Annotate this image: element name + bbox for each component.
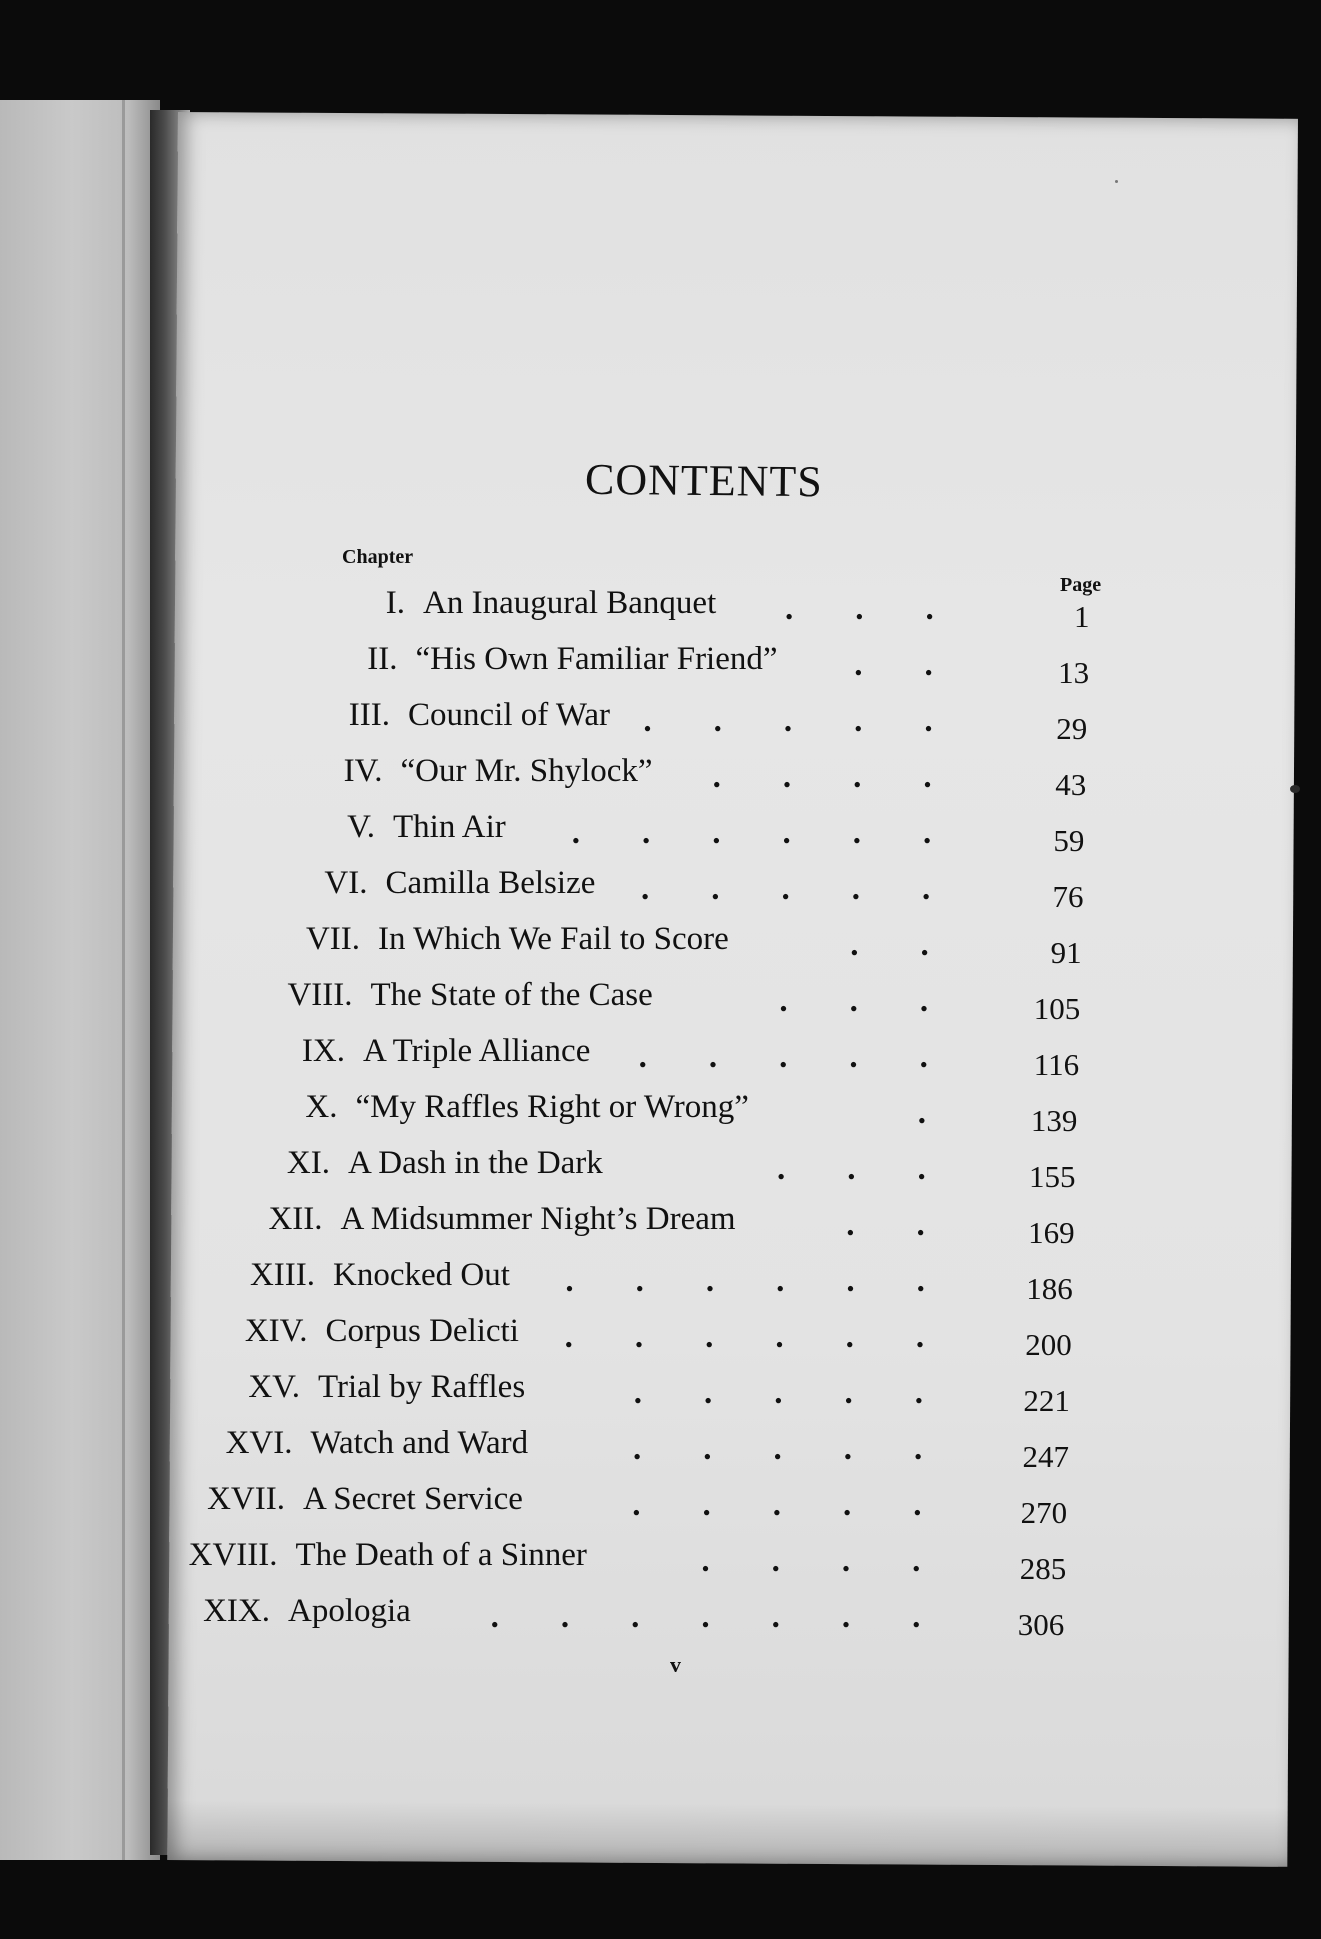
chapter-number: IV. xyxy=(343,753,383,789)
page-number: 43 xyxy=(1055,767,1087,802)
leader-dots: ...... xyxy=(564,1319,987,1355)
toc-entry xyxy=(245,585,1090,635)
toc-entry xyxy=(140,1369,1090,1419)
chapter-title: In Which We Fail to Score xyxy=(378,921,729,957)
page-number: 1 xyxy=(1074,599,1090,634)
chapter-title: Camilla Belsize xyxy=(385,865,596,901)
toc-entry xyxy=(163,1201,1091,1251)
leader-dots: .... xyxy=(712,759,994,795)
page-number: 13 xyxy=(1058,655,1090,690)
chapter-title: A Triple Alliance xyxy=(363,1033,591,1069)
chapter-title: Council of War xyxy=(408,697,611,733)
leader-dots: ....... xyxy=(490,1599,983,1635)
chapter-title: Trial by Raffles xyxy=(318,1369,526,1405)
chapter-title: The State of the Case xyxy=(370,977,653,1013)
leader-dots: ..... xyxy=(641,871,993,907)
dust-speck xyxy=(1115,180,1118,183)
page-number: 247 xyxy=(1022,1439,1069,1474)
toc-entry xyxy=(148,1313,1091,1363)
chapter-number: II. xyxy=(367,641,398,677)
page-number: 155 xyxy=(1029,1159,1076,1194)
chapter-number: V. xyxy=(347,809,375,845)
chapter-title: Watch and Ward xyxy=(310,1425,529,1461)
leader-dots: . xyxy=(917,1095,989,1131)
toc-entry xyxy=(215,809,1090,859)
page-number: 270 xyxy=(1020,1495,1068,1530)
leader-dots: ..... xyxy=(633,1375,986,1411)
chapter-title: The Death of a Sinner xyxy=(295,1537,587,1573)
page-number: 116 xyxy=(1033,1047,1080,1082)
chapter-number: VIII. xyxy=(287,977,353,1013)
page-number: 76 xyxy=(1052,879,1084,914)
toc-entry xyxy=(193,977,1091,1027)
chapter-title: “His Own Familiar Friend” xyxy=(415,641,778,677)
chapter-title: Thin Air xyxy=(393,809,506,845)
leader-dots: ..... xyxy=(632,1487,984,1523)
leader-dots: ... xyxy=(777,1151,988,1187)
leader-dots: .. xyxy=(846,1207,987,1243)
leader-dots: ...... xyxy=(571,815,994,851)
chapter-number: VI. xyxy=(324,865,368,901)
page-number: 169 xyxy=(1028,1215,1075,1250)
chapter-number: XVI. xyxy=(225,1425,293,1461)
page-folio: v xyxy=(670,1652,681,1677)
chapter-number: I. xyxy=(385,585,405,621)
leader-dots: .. xyxy=(854,647,995,683)
leader-dots: ... xyxy=(785,591,996,627)
page-number: 200 xyxy=(1025,1327,1072,1362)
chapter-title: “Our Mr. Shylock” xyxy=(400,753,653,789)
page-number: 139 xyxy=(1030,1103,1078,1138)
page-number: 105 xyxy=(1033,991,1081,1026)
toc-entry xyxy=(208,865,1091,915)
chapter-number: XIX. xyxy=(203,1593,270,1629)
contents-heading: CONTENTS xyxy=(584,454,824,507)
chapter-title: A Midsummer Night’s Dream xyxy=(340,1201,736,1237)
leader-dots: ..... xyxy=(643,703,995,739)
toc-entry xyxy=(185,1033,1090,1083)
leader-dots: ..... xyxy=(638,1039,990,1075)
chapter-title: A Secret Service xyxy=(303,1481,523,1517)
chapter-title: A Dash in the Dark xyxy=(348,1145,603,1181)
page-number: 29 xyxy=(1056,711,1088,746)
leader-dots: .... xyxy=(701,1543,983,1579)
chapter-number: X. xyxy=(305,1089,338,1125)
leader-dots: ..... xyxy=(633,1431,985,1467)
chapter-number: XIV. xyxy=(244,1313,308,1349)
chapter-title: Apologia xyxy=(288,1593,411,1629)
chapter-number: XVIII. xyxy=(188,1537,278,1573)
page-number: 59 xyxy=(1053,823,1085,858)
toc-entry xyxy=(200,921,1090,971)
chapter-title: Knocked Out xyxy=(333,1257,510,1293)
leader-dots: ...... xyxy=(565,1263,987,1299)
page-number: 285 xyxy=(1019,1551,1067,1586)
chapter-number: III. xyxy=(348,697,390,733)
page-number: 221 xyxy=(1023,1383,1070,1418)
toc-entry xyxy=(170,1145,1090,1195)
chapter-title: “My Raffles Right or Wrong” xyxy=(355,1089,749,1125)
chapter-number: XI. xyxy=(286,1145,330,1181)
toc-entry xyxy=(118,1537,1091,1587)
chapter-number: XII. xyxy=(268,1201,323,1237)
page-number: 186 xyxy=(1026,1271,1073,1306)
page-column-header: Page xyxy=(1060,574,1102,596)
toc-entry xyxy=(178,1089,1091,1139)
chapter-number: IX. xyxy=(301,1033,345,1069)
dust-speck xyxy=(1290,785,1300,793)
toc-entry xyxy=(223,753,1091,803)
chapter-number: XVII. xyxy=(207,1481,285,1517)
toc-entry xyxy=(110,1593,1090,1643)
toc-entry xyxy=(155,1257,1090,1307)
chapter-column-header: Chapter xyxy=(342,546,414,568)
chapter-number: VII. xyxy=(305,921,360,957)
page-number: 306 xyxy=(1017,1607,1065,1642)
chapter-number: XIII. xyxy=(249,1257,315,1293)
page-number: 91 xyxy=(1050,935,1082,970)
leader-dots: ... xyxy=(779,983,991,1019)
leader-dots: .. xyxy=(850,927,991,963)
chapter-number: XV. xyxy=(248,1369,300,1405)
toc-entry xyxy=(133,1425,1091,1475)
toc-entry xyxy=(238,641,1091,691)
toc-entry xyxy=(125,1481,1090,1531)
chapter-title: Corpus Delicti xyxy=(325,1313,519,1349)
toc-entry xyxy=(230,697,1090,747)
chapter-title: An Inaugural Banquet xyxy=(423,585,717,621)
